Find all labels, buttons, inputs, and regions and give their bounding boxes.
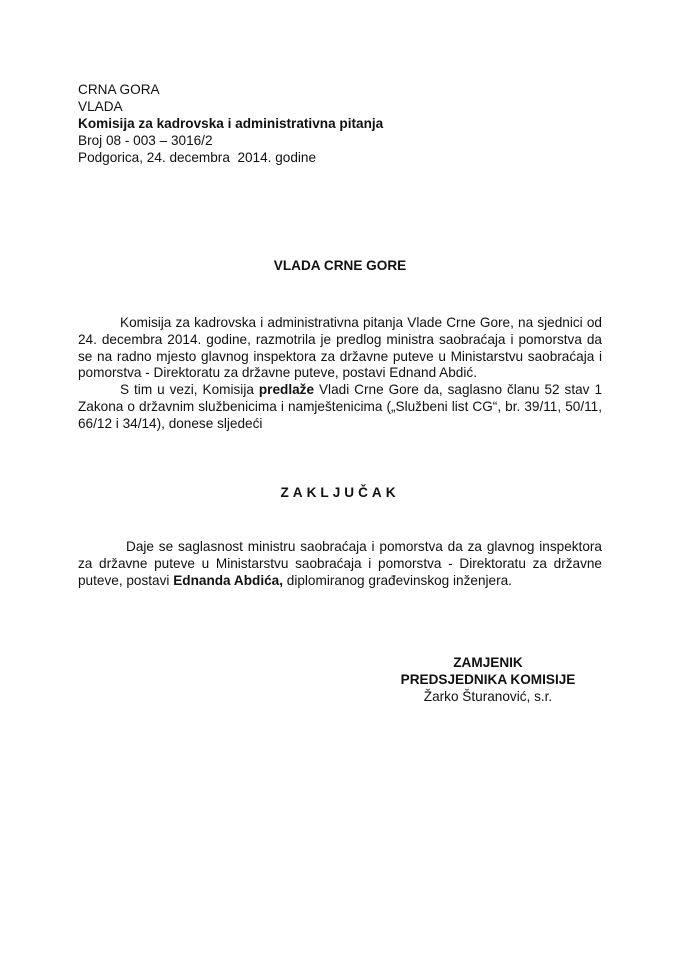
paragraph-3-after: diplomiranog građevinskog inženjera.	[283, 572, 512, 588]
header-country: CRNA GORA	[78, 82, 160, 97]
header-government: VLADA	[78, 99, 123, 114]
conclusion-heading: ZAKLJUČAK	[280, 485, 400, 500]
paragraph-2-bold: predlaže	[258, 382, 315, 398]
document-title: VLADA CRNE GORE	[273, 258, 407, 273]
paragraph-2-after: Vladi Crne Gore da, saglasno članu 52 stav 1 Zakona o državnim službenicima i namještenicima („Službeni list CG“, br. 39/11, 50/11, 66/12 i 34/14), donese sljedeći	[78, 382, 603, 431]
paragraph-1: Komisija za kadrovska i administrativna pitanja Vlade Crne Gore, na sjednici od 24. decembra 2014. godine, razmotrila je predlog ministra saobraćaja i pomorstva da se na radno mjesto glavnog inspektora za državne puteve u Ministarstvu saobraćaja i pomorstva - Direktoratu za državne puteve, postavi Ednand Abdić.	[78, 315, 602, 381]
conclusion-body	[78, 539, 602, 589]
paragraph-2	[78, 382, 602, 432]
signature-title-1: ZAMJENIK	[453, 655, 523, 670]
paragraph-3	[78, 539, 602, 589]
header-place-date: Podgorica, 24. decembra 2014. godine	[78, 150, 317, 165]
paragraph-3-before: Daje se saglasnost ministru saobraćaja i pomorstva da za glavnog inspektora za državne puteve u Ministarstvu saobraćaja i pomorstva - Direktoratu za državne puteve, postavi	[78, 539, 602, 588]
header-number: Broj 08 - 003 – 3016/2	[78, 133, 213, 148]
document-header	[78, 81, 602, 166]
signature-name: Žarko Šturanović, s.r.	[423, 689, 553, 704]
header-commission: Komisija za kadrovska i administrativna pitanja	[78, 116, 384, 131]
signature-block	[380, 654, 596, 705]
signature-title-2: PREDSJEDNIKA KOMISIJE	[400, 672, 576, 687]
paragraph-2-before: S tim u vezi, Komisija	[120, 382, 259, 398]
paragraph-3-bold: Ednanda Abdića,	[173, 572, 283, 588]
body-intro	[78, 315, 602, 433]
